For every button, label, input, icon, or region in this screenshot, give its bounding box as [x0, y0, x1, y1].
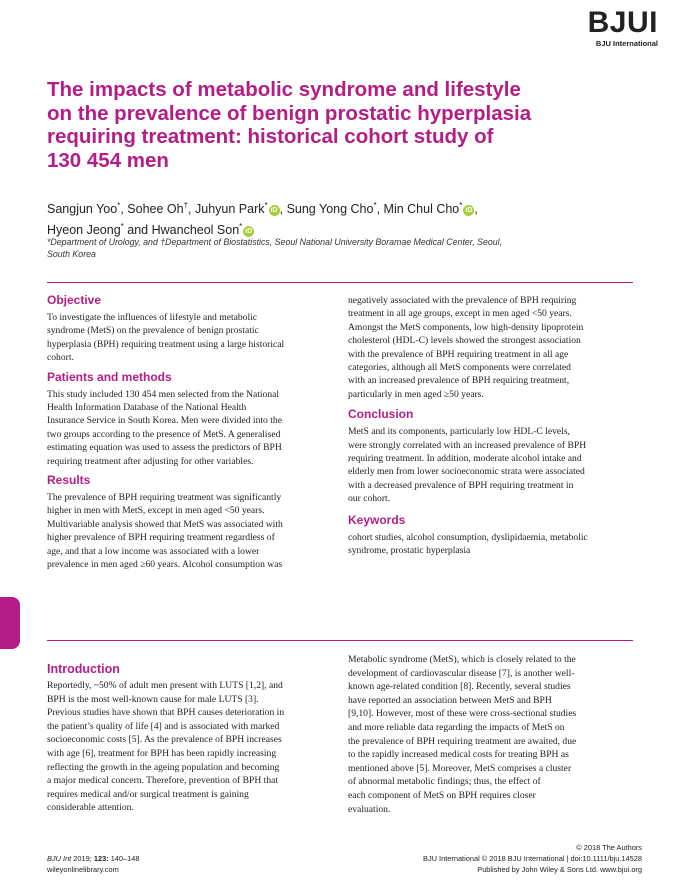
text-line: hyperplasia (BPH) requiring treatment using a large historical	[47, 338, 285, 350]
text-line: Insurance Service in South Korea. Men were divided into the	[47, 415, 282, 427]
text-line: and more reliable data regarding the impacts of MetS on	[348, 721, 565, 733]
text-line: The prevalence of BPH requiring treatment was significantly	[47, 492, 282, 504]
journal-website[interactable]: wileyonlinelibrary.com	[47, 865, 119, 874]
text-line: of abnormal metabolic findings; thus, the effect of	[348, 776, 541, 788]
text-line: were strongly correlated with an increased prevalence of BPH	[348, 439, 587, 451]
author-name: Sung Yong Cho	[286, 202, 374, 217]
text-line: Previous studies have shown that BPH causes deterioration in	[47, 707, 285, 719]
author-separator: ,	[279, 202, 287, 217]
text-line: have reported an association between MetS and BPH	[348, 694, 552, 706]
text-line: to the rapidly increased medical costs for treating BPH as	[348, 749, 569, 761]
journal-name: BJU International	[595, 39, 658, 48]
introduction-text-left	[47, 679, 337, 815]
text-line: requiring treatment. In addition, moderate alcohol intake and	[348, 453, 582, 465]
text-line: requiring treatment after adjusting for other variables.	[47, 455, 254, 467]
text-line: a major medical concern. Therefore, prevention of BPH that	[47, 775, 279, 787]
text-line: the prevalence of BPH requiring treatment are awaited, due	[348, 735, 577, 747]
text-line: prevalence in men aged ≥60 years. Alcohol consumption was	[47, 559, 283, 571]
abstract-bottom-rule	[47, 640, 633, 641]
abstract-top-rule	[47, 282, 633, 283]
keywords-heading: Keywords	[348, 512, 406, 527]
introduction-right-column	[348, 653, 638, 816]
text-line: known age-related condition [8]. Recently, several studies	[348, 681, 571, 693]
text-line: evaluation.	[348, 803, 391, 815]
author-affiliation-mark: *	[264, 201, 268, 210]
text-line: estimating equation was used to assess the predictors of BPH	[47, 442, 282, 454]
text-line: higher in men with MetS, except in men aged <50 years.	[47, 505, 265, 517]
text-line: reflecting the growth in the ageing population and becoming	[47, 761, 280, 773]
text-line: two groups according to the presence of MetS. A generalised	[47, 428, 281, 440]
author-name: Sohee Oh	[127, 202, 184, 217]
text-line: syndrome (MetS) on the prevalence of benign prostatic	[47, 325, 259, 337]
text-line: considerable attention.	[47, 802, 134, 814]
results-text-left	[47, 491, 337, 571]
text-line: Amongst the MetS components, low high-density lipoprotein	[348, 321, 584, 333]
author-separator: ,	[188, 202, 195, 217]
article-title	[47, 78, 647, 172]
text-line: requires medical and/or surgical treatment is gaining	[47, 788, 249, 800]
text-line: with a decreased prevalence of BPH requiring treatment in	[348, 479, 574, 491]
text-line: negatively associated with the prevalence of BPH requiring	[348, 295, 577, 306]
text-line: with the prevalence of BPH requiring treatment in all age	[348, 348, 569, 360]
author-affiliation-mark: *	[239, 222, 243, 232]
affiliation-line-2: South Korea	[47, 249, 96, 259]
text-line: elderly men from lower socioeconomic strata were associated	[348, 466, 585, 478]
copyright-journal: BJU International © 2018 BJU International | doi:10.1111/bju.14528	[423, 854, 642, 863]
text-line: treatment in all age groups, except in men aged <50 years.	[348, 308, 572, 320]
patients-methods-heading: Patients and methods	[47, 369, 172, 384]
title-line: on the prevalence of benign prostatic hyperplasia	[47, 101, 532, 125]
author-name: Sangjun Yoo	[47, 202, 118, 217]
title-line: 130 454 men	[47, 148, 169, 172]
author-separator: ,	[376, 202, 384, 217]
publisher-line: Published by John Wiley & Sons Ltd. www.bjui.org	[477, 865, 642, 874]
author-separator: ,	[474, 202, 478, 217]
text-line: To investigate the influences of lifestyle and metabolic	[47, 312, 258, 323]
author-separator: ,	[120, 202, 128, 217]
patients-methods-text	[47, 388, 337, 468]
introduction-heading: Introduction	[47, 662, 120, 676]
abstract-right-column	[348, 294, 638, 558]
text-line: BPH is the most well-known cause for male LUTS [3].	[47, 693, 259, 705]
text-line: each component of MetS on BPH requires closer	[348, 789, 536, 801]
author-affiliation-mark: *	[373, 201, 377, 210]
introduction-text-right	[348, 653, 638, 816]
affiliation-line-1: *Department of Urology, and †Department of Biostatistics, Seoul National University Boramae Medical Center, Seoul,	[47, 237, 503, 247]
text-line: mentioned above [5]. Moreover, MetS comprises a cluster	[348, 762, 572, 774]
text-line: our cohort.	[348, 493, 391, 505]
text-line: categories, although all MetS components were correlated	[348, 362, 571, 374]
text-line: Metabolic syndrome (MetS), which is closely related to the	[348, 654, 576, 665]
text-line: particularly in men aged ≥50 years.	[348, 388, 484, 400]
results-text-right	[348, 294, 638, 401]
text-line: MetS and its components, particularly low HDL-C levels,	[348, 426, 570, 438]
orcid-icon[interactable]: iD	[270, 207, 278, 215]
text-line: with an increased prevalence of BPH requiring treatment,	[348, 375, 570, 387]
objective-heading: Objective	[47, 293, 102, 307]
footer-right	[423, 842, 642, 875]
author-line-1	[47, 197, 647, 218]
text-line: This study included 130 454 men selected from the National	[47, 388, 280, 400]
orcid-icon[interactable]: iD	[465, 207, 473, 215]
text-line: Multivariable analysis showed that MetS was associated with	[47, 518, 283, 530]
text-line: cohort.	[47, 352, 74, 364]
text-line: [9,10]. However, most of these were cross-sectional studies	[348, 708, 577, 720]
author-separator: and	[123, 223, 152, 238]
text-line: age, and that a low income was associated with a lower	[47, 545, 260, 557]
text-line: syndrome, prostatic hyperplasia	[348, 545, 471, 557]
author-affiliation-mark: †	[183, 201, 189, 210]
title-line: requiring treatment: historical cohort study of	[47, 125, 494, 148]
journal-logo	[588, 8, 658, 48]
results-heading: Results	[47, 473, 91, 488]
text-line: the patient’s quality of life [4] and is associated with marked	[47, 720, 280, 732]
author-name: Min Chul Cho	[383, 202, 460, 217]
author-affiliation-mark: *	[459, 201, 463, 210]
author-name: Hyeon Jeong	[47, 223, 121, 238]
introduction-left-column	[47, 662, 337, 815]
journal-logo-text: BJUI	[587, 6, 658, 39]
orcid-icon[interactable]: iD	[245, 228, 253, 236]
abstract-left-column	[47, 293, 337, 572]
objective-text	[47, 311, 337, 365]
author-affiliation-mark: *	[120, 222, 124, 232]
text-line: higher prevalence of BPH requiring treatment regardless of	[47, 532, 275, 544]
citation: BJU Int 2019; 123: 140–148	[47, 854, 140, 863]
text-line: socioeconomic costs [5]. As the prevalence of BPH increases	[47, 734, 282, 746]
text-line: Health Information Database of the National Health	[47, 402, 247, 414]
text-line: with age [6], treatment for BPH has been rapidly increasing	[47, 747, 277, 759]
footer-left	[47, 853, 139, 875]
conclusion-heading: Conclusion	[348, 407, 414, 422]
text-line: development of cardiovascular disease [7], is another well-	[348, 667, 575, 679]
text-line: cholesterol (HDL-C) levels showed the strongest association	[348, 335, 581, 347]
conclusion-text	[348, 425, 638, 505]
author-name: Hwancheol Son	[151, 223, 240, 238]
author-affiliation-mark: *	[117, 201, 121, 210]
author-list	[47, 197, 647, 239]
copyright-authors: © 2018 The Authors	[576, 843, 642, 852]
keywords-text	[348, 531, 638, 558]
section-tab-marker	[0, 597, 20, 649]
text-line: Reportedly, ~50% of adult men present with LUTS [1,2], and	[47, 680, 283, 691]
text-line: cohort studies, alcohol consumption, dyslipidaemia, metabolic	[348, 531, 588, 543]
title-line: The impacts of metabolic syndrome and lifestyle	[47, 78, 521, 101]
author-name: Juhyun Park	[195, 202, 265, 217]
affiliation	[47, 236, 647, 260]
